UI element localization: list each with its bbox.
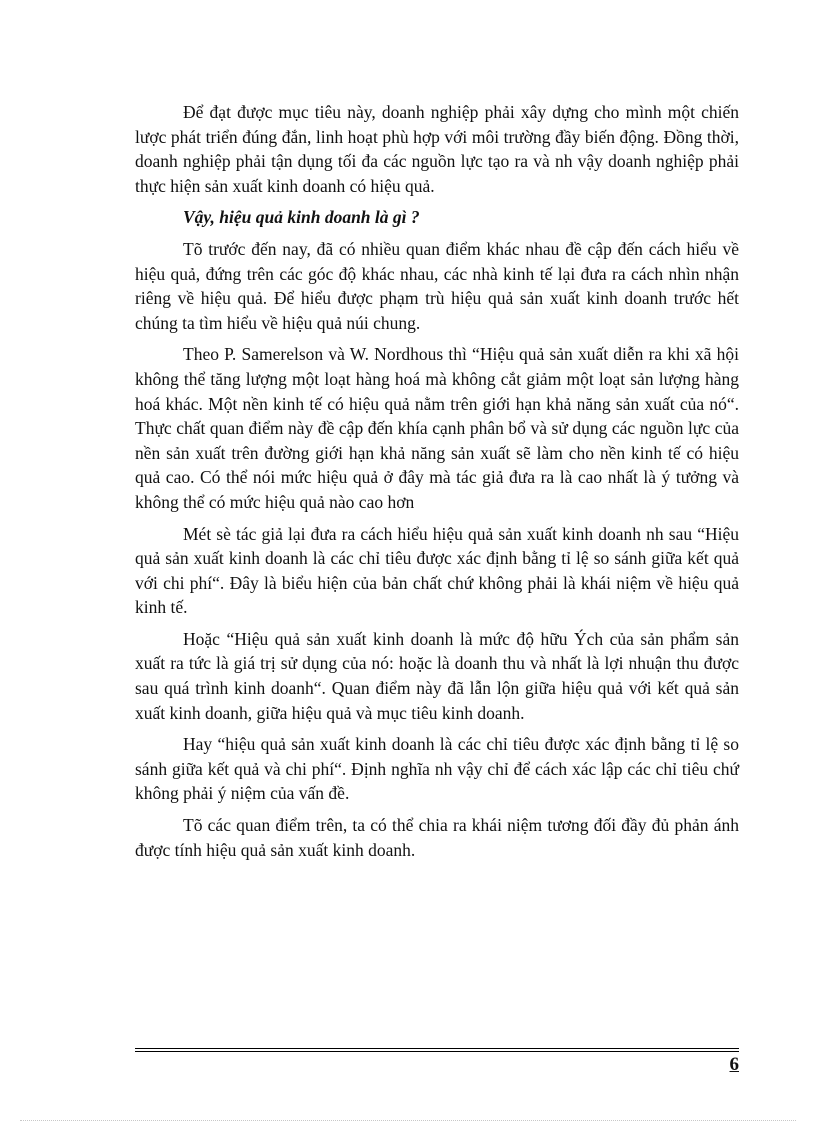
page-edge-divider (20, 1120, 796, 1121)
paragraph-ratio-definition: Mét sè tác giả lại đưa ra cách hiểu hiệu quả sản xuất kinh doanh nh sau “Hiệu quả sản xuất kinh doanh là các chỉ tiêu được xác định bằng tỉ lệ so sánh giữa kết quả với chi phí“. Đây là biểu hiện của bản chất chứ không phải là khái niệm về hiệu quả kinh tế. (135, 523, 739, 618)
paragraph-indicator-definition: Hay “hiệu quả sản xuất kinh doanh là các chỉ tiêu được xác định bằng tỉ lệ so sánh giữa kết quả và chi phí“. Định nghĩa nh vậy chỉ để cách xác lập các chỉ tiêu chứ không phải ý niệm của vấn đề. (135, 734, 739, 804)
page-number: 6 (729, 1054, 739, 1075)
page-content (135, 100, 739, 869)
paragraph-samuelson: Theo P. Samerelson và W. Nordhous thì “Hiệu quả sản xuất diễn ra khi xã hội không thể tăng lượng một loạt hàng hoá mà không cắt giảm một loạt sản lượng hàng hoá khác. Một nền kinh tế có hiệu quả nằm trên giới hạn khả năng sản xuất của nó“. Thực chất quan điểm này đề cập đến khía cạnh phân bổ và sử dụng các nguồn lực của nền sản xuất trên đường giới hạn khả năng sản xuất sẽ làm cho nền kinh tế có hiệu quả cao. Có thể nói mức hiệu quả ở đây mà tác giả đưa ra là cao nhất là ý tưởng và không thể có mức hiệu quả nào cao hơn (135, 344, 739, 512)
footer-rule (135, 1048, 739, 1052)
section-heading: Vậy, hiệu quả kinh doanh là gì ? (183, 207, 420, 228)
paragraph-viewpoints: Tõ trước đến nay, đã có nhiều quan điểm khác nhau đề cập đến cách hiểu về hiệu quả, đứng trên các góc độ khác nhau, các nhà kinh tế lại đưa ra cách nhìn nhận riêng về hiệu quả. Để hiểu được phạm trù hiệu quả sản xuất kinh doanh trước hết chúng ta tìm hiểu về hiệu quả núi chung. (135, 238, 739, 333)
paragraph-conclusion: Tõ các quan điểm trên, ta có thể chia ra khái niệm tương đối đầy đủ phản ánh được tính hiệu quả sản xuất kinh doanh. (135, 815, 739, 860)
paragraph-strategy: Để đạt được mục tiêu này, doanh nghiệp phải xây dựng cho mình một chiến lược phát triển đúng đắn, linh hoạt phù hợp với môi trường đầy biến động. Đồng thời, doanh nghiệp phải tận dụng tối đa các nguồn lực tạo ra và nh vậy doanh nghiệp phải thực hiện sản xuất kinh doanh có hiệu quả. (135, 102, 739, 196)
paragraph-usefulness-definition: Hoặc “Hiệu quả sản xuất kinh doanh là mức độ hữu Ých của sản phẩm sản xuất ra tức là giá trị sử dụng của nó: hoặc là doanh thu và nhất là lợi nhuận thu được sau quá trình kinh doanh“. Quan điểm này đã lẫn lộn giữa hiệu quả với kết quả sản xuất kinh doanh, giữa hiệu quả và mục tiêu kinh doanh. (135, 628, 739, 723)
